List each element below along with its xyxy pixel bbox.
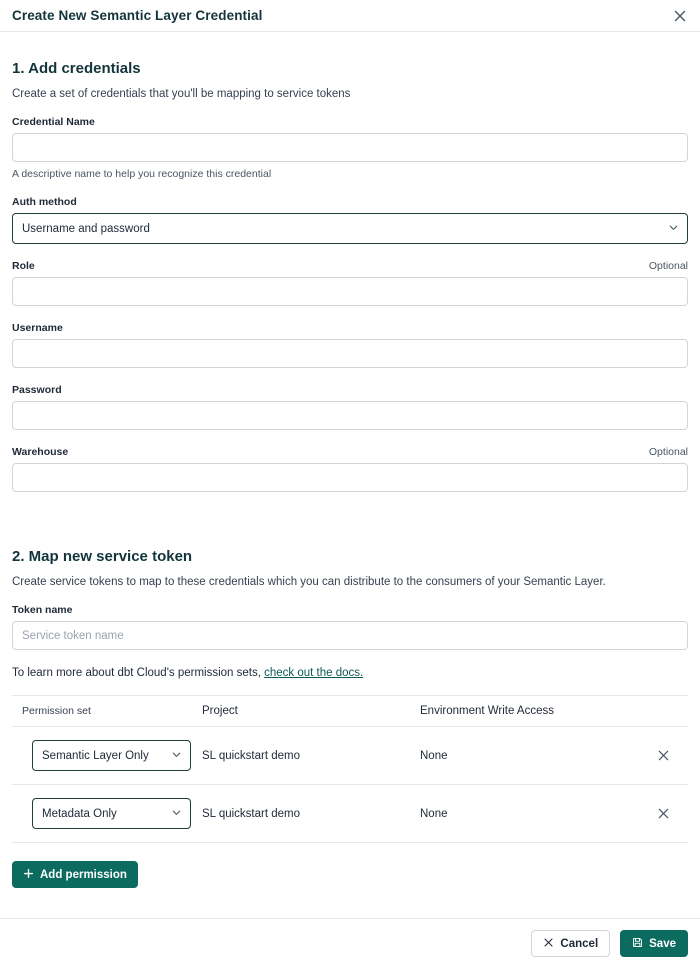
role-input[interactable] bbox=[12, 277, 688, 306]
modal-header bbox=[0, 0, 700, 32]
warehouse-label: Warehouse bbox=[12, 446, 69, 458]
add-permission-label: Add permission bbox=[40, 868, 127, 881]
password-field bbox=[12, 384, 688, 430]
remove-permission-icon[interactable] bbox=[648, 807, 678, 820]
add-permission-button[interactable] bbox=[12, 861, 138, 888]
token-name-input[interactable] bbox=[12, 621, 688, 650]
username-label: Username bbox=[12, 322, 63, 334]
table-row bbox=[12, 727, 688, 785]
docs-link[interactable]: check out the docs. bbox=[264, 667, 364, 679]
permissions-table bbox=[12, 695, 688, 843]
username-input[interactable] bbox=[12, 339, 688, 368]
save-button[interactable] bbox=[620, 930, 688, 957]
close-icon bbox=[543, 937, 554, 951]
credential-name-label: Credential Name bbox=[12, 116, 95, 128]
page-title: Create New Semantic Layer Credential bbox=[12, 8, 263, 23]
warehouse-field bbox=[12, 446, 688, 492]
chevron-down-icon bbox=[171, 807, 182, 821]
docs-hint-text: To learn more about dbt Cloud's permission sets, bbox=[12, 667, 261, 679]
permission-set-value: Semantic Layer Only bbox=[42, 749, 149, 762]
auth-method-value: Username and password bbox=[22, 222, 150, 235]
column-header-project: Project bbox=[202, 705, 238, 717]
column-header-permission-set: Permission set bbox=[22, 705, 91, 717]
token-name-field bbox=[12, 604, 688, 650]
section-2-subtitle: Create service tokens to map to these credentials which you can distribute to the consumers of your Semantic Layer. bbox=[12, 576, 606, 588]
auth-method-label: Auth method bbox=[12, 196, 77, 208]
role-label: Role bbox=[12, 260, 35, 272]
username-field bbox=[12, 322, 688, 368]
section-1-subtitle: Create a set of credentials that you'll be mapping to service tokens bbox=[12, 88, 351, 100]
auth-method-field bbox=[12, 196, 688, 244]
permission-set-select[interactable] bbox=[32, 798, 191, 829]
section-2-title: 2. Map new service token bbox=[12, 548, 193, 565]
password-label: Password bbox=[12, 384, 62, 396]
project-value: SL quickstart demo bbox=[202, 807, 301, 820]
modal-body bbox=[0, 32, 700, 918]
environment-write-access-value: None bbox=[420, 749, 448, 762]
cancel-label: Cancel bbox=[560, 937, 599, 950]
modal-footer bbox=[0, 918, 700, 968]
save-label: Save bbox=[649, 937, 676, 950]
credential-name-input[interactable] bbox=[12, 133, 688, 162]
cancel-button[interactable] bbox=[531, 930, 610, 957]
credential-name-field bbox=[12, 116, 688, 180]
column-header-environment-write-access: Environment Write Access bbox=[420, 705, 555, 717]
table-header-row bbox=[12, 696, 688, 727]
credential-name-help: A descriptive name to help you recognize this credential bbox=[12, 168, 272, 180]
warehouse-input[interactable] bbox=[12, 463, 688, 492]
remove-permission-icon[interactable] bbox=[648, 749, 678, 762]
permission-set-value: Metadata Only bbox=[42, 807, 117, 820]
role-field bbox=[12, 260, 688, 306]
section-1-title: 1. Add credentials bbox=[12, 60, 141, 77]
auth-method-select[interactable] bbox=[12, 213, 688, 244]
environment-write-access-value: None bbox=[420, 807, 448, 820]
chevron-down-icon bbox=[171, 749, 182, 763]
warehouse-optional-tag: Optional bbox=[648, 446, 688, 458]
password-input[interactable] bbox=[12, 401, 688, 430]
token-name-label: Token name bbox=[12, 604, 73, 616]
docs-hint bbox=[12, 667, 688, 679]
close-icon[interactable] bbox=[670, 6, 690, 26]
permission-set-select[interactable] bbox=[32, 740, 191, 771]
plus-icon bbox=[23, 868, 34, 882]
table-row bbox=[12, 785, 688, 843]
role-optional-tag: Optional bbox=[648, 260, 688, 272]
save-disk-icon bbox=[632, 937, 643, 951]
project-value: SL quickstart demo bbox=[202, 749, 301, 762]
